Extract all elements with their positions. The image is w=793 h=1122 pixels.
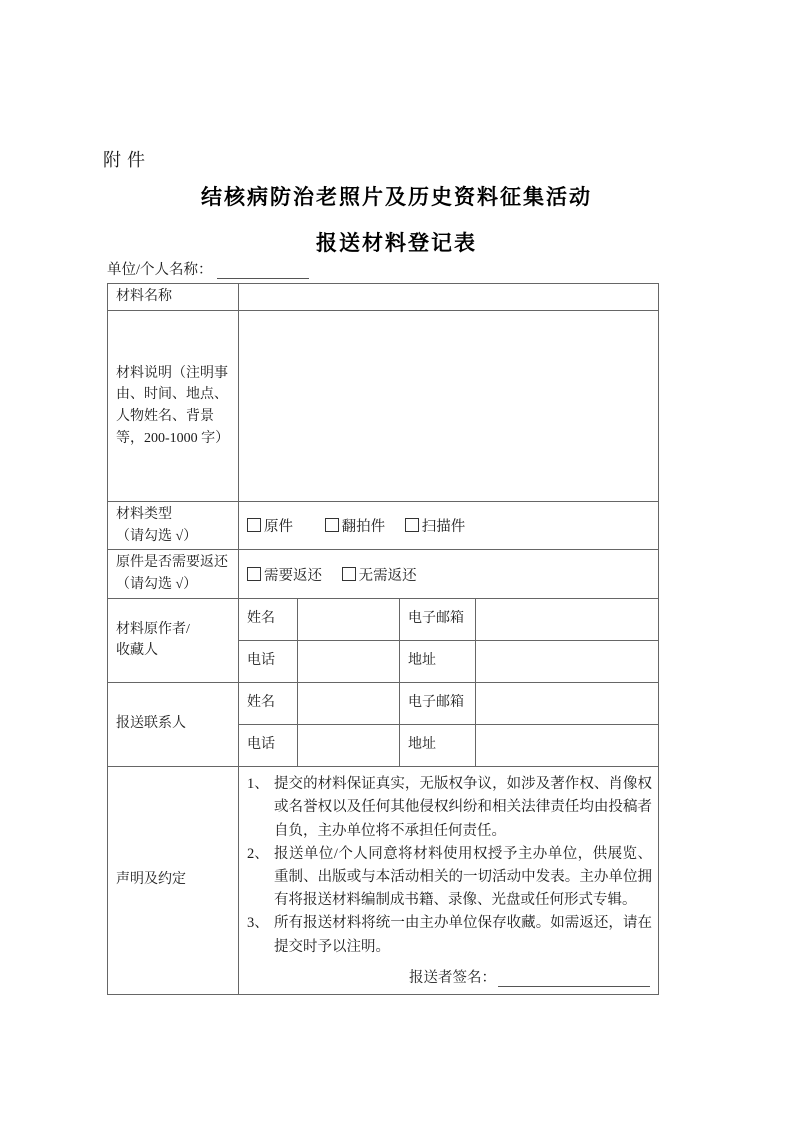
registration-table bbox=[107, 283, 659, 995]
checkbox-icon bbox=[342, 567, 356, 581]
declaration-item-number: 2、 bbox=[247, 845, 269, 862]
declaration-item bbox=[247, 843, 652, 913]
checkbox-label: 无需返还 bbox=[358, 567, 417, 584]
return-original-label-cell bbox=[108, 550, 239, 598]
author-email-input[interactable] bbox=[476, 598, 659, 640]
checkbox-label: 需要返还 bbox=[264, 567, 322, 584]
declaration-item-text: 报送单位/个人同意将材料使用权授予主办单位，供展览、重制、出版或与本活动相关的一切活动中发表。主办单位拥有将报送材料编制成书籍、录像、光盘或任何形式专辑。 bbox=[274, 845, 652, 909]
declaration-item-number: 3、 bbox=[247, 915, 269, 932]
contact-name-input[interactable] bbox=[298, 682, 400, 724]
author-address-input[interactable] bbox=[476, 640, 659, 682]
unit-name-line[interactable] bbox=[217, 264, 309, 279]
author-address-label: 地址 bbox=[400, 640, 476, 682]
unit-name-row bbox=[107, 258, 309, 279]
contact-email-label: 电子邮箱 bbox=[400, 682, 476, 724]
return-original-options-cell bbox=[239, 550, 659, 598]
signature-label: 报送者签名： bbox=[409, 970, 496, 987]
contact-phone-label: 电话 bbox=[239, 724, 298, 766]
contact-label: 报送联系人 bbox=[108, 682, 239, 766]
author-email-label: 电子邮箱 bbox=[400, 598, 476, 640]
declaration-item bbox=[247, 773, 652, 843]
checkbox-option-original[interactable] bbox=[247, 519, 293, 535]
attachment-label: 附件 bbox=[103, 150, 151, 170]
unit-name-label: 单位/个人名称： bbox=[107, 262, 213, 278]
contact-address-input[interactable] bbox=[476, 724, 659, 766]
material-type-options-cell bbox=[239, 502, 659, 550]
contact-address-label: 地址 bbox=[400, 724, 476, 766]
checkbox-icon bbox=[247, 567, 261, 581]
author-phone-input[interactable] bbox=[298, 640, 400, 682]
table-row bbox=[108, 598, 659, 640]
signature-line[interactable] bbox=[498, 972, 650, 987]
table-row bbox=[108, 766, 659, 994]
checkbox-label: 翻拍件 bbox=[341, 519, 386, 536]
material-name-label: 材料名称 bbox=[108, 284, 239, 311]
table-row bbox=[108, 502, 659, 550]
author-name-label: 姓名 bbox=[239, 598, 298, 640]
contact-name-label: 姓名 bbox=[239, 682, 298, 724]
checkbox-option-return-needed[interactable] bbox=[247, 568, 322, 584]
material-type-hint: （请勾选 √） bbox=[116, 528, 198, 544]
checkbox-option-no-return[interactable] bbox=[342, 568, 417, 584]
signature-row bbox=[409, 966, 652, 987]
checkbox-icon bbox=[325, 518, 339, 532]
table-row bbox=[108, 682, 659, 724]
page-title: 结核病防治老照片及历史资料征集活动 bbox=[201, 186, 592, 209]
table-row bbox=[108, 311, 659, 502]
declaration-item bbox=[247, 912, 652, 958]
material-type-label: 材料类型 bbox=[116, 507, 172, 522]
declaration-item-text: 所有报送材料将统一由主办单位保存收藏。如需返还，请在提交时予以注明。 bbox=[274, 915, 652, 955]
contact-phone-input[interactable] bbox=[298, 724, 400, 766]
table-row bbox=[108, 284, 659, 311]
declaration-item-number: 1、 bbox=[247, 776, 269, 793]
author-label-line1: 材料原作者/ bbox=[116, 621, 190, 637]
author-label bbox=[108, 598, 239, 682]
table-row bbox=[108, 550, 659, 598]
declaration-label: 声明及约定 bbox=[108, 766, 239, 994]
page-subtitle: 报送材料登记表 bbox=[316, 232, 477, 255]
checkbox-icon bbox=[247, 518, 261, 532]
checkbox-option-scan[interactable] bbox=[405, 519, 466, 535]
material-desc-label: 材料说明（注明事由、时间、地点、人物姓名、背景等，200-1000 字） bbox=[108, 311, 239, 502]
author-name-input[interactable] bbox=[298, 598, 400, 640]
checkbox-label: 原件 bbox=[264, 519, 293, 536]
return-original-hint: （请勾选 √） bbox=[116, 577, 198, 593]
checkbox-label: 扫描件 bbox=[421, 519, 466, 536]
checkbox-option-reshoot[interactable] bbox=[325, 519, 386, 535]
material-name-input[interactable] bbox=[239, 284, 659, 311]
declaration-item-text: 提交的材料保证真实，无版权争议，如涉及著作权、肖像权或名誉权以及任何其他侵权纠纷和相关法律责任均由投稿者自负，主办单位将不承担任何责任。 bbox=[274, 776, 652, 839]
checkbox-icon bbox=[405, 518, 419, 532]
return-original-label: 原件是否需要返还 bbox=[116, 555, 228, 571]
material-type-label-cell bbox=[108, 502, 239, 550]
contact-email-input[interactable] bbox=[476, 682, 659, 724]
material-desc-input[interactable] bbox=[239, 311, 659, 502]
declaration-content-cell bbox=[239, 766, 659, 994]
author-phone-label: 电话 bbox=[239, 640, 298, 682]
author-label-line2: 收藏人 bbox=[116, 643, 158, 659]
